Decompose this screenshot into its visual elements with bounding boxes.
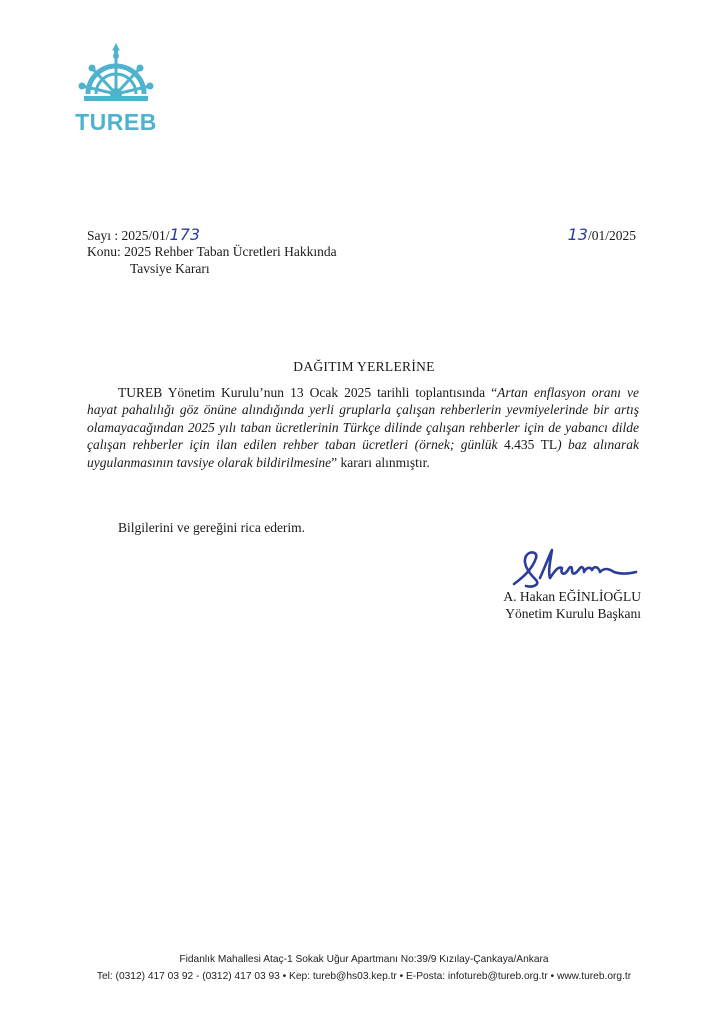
closing-line: Bilgilerini ve gereğini rica ederim. (118, 520, 306, 535)
body-part2: ” kararı alınmıştır. (331, 454, 430, 470)
date-handwritten: 13 (567, 225, 588, 244)
body-amount: 4.435 TL (504, 437, 558, 453)
signatory-title: Yönetim Kurulu Başkanı (505, 606, 641, 621)
sayi-prefix: : 2025/01/ (114, 228, 170, 243)
footer-address: Fidanlık Mahallesi Ataç-1 Sokak Uğur Apartmanı No:39/9 Kızılay-Çankaya/Ankara (179, 954, 549, 965)
sayi-handwritten: 173 (169, 225, 201, 244)
signatory-name: A. Hakan EĞİNLİOĞLU (503, 589, 641, 604)
sayi-label: Sayı (87, 228, 112, 243)
footer-contact: Tel: (0312) 417 03 92 - (0312) 417 03 93 • Kep: tureb@hs03.kep.tr • E-Posta: infotureb@tureb.org.tr • www.tureb.org.tr (96, 971, 632, 982)
body-part1: TUREB Yönetim Kurulu’nun 13 Ocak 2025 tarihli toplantısında “ (118, 385, 498, 400)
document-date (568, 226, 636, 244)
distribution-heading: DAĞITIM YERLERİNE (293, 359, 435, 374)
konu-text: 2025 Rehber Taban Ücretleri Hakkında (124, 244, 337, 259)
subject-line-2: Tavsiye Kararı (130, 261, 210, 276)
body-italic-2: ) baz alınarak uygulanmasının tavsiye olarak bildirilmesine (87, 437, 640, 470)
signature-mark (510, 544, 640, 592)
logo-wordmark: TUREB (75, 109, 157, 135)
ship-wheel-icon (74, 40, 158, 112)
subject-line (87, 243, 337, 260)
reference-number (87, 226, 200, 244)
body-paragraph (87, 384, 639, 471)
body-italic: Artan enflasyon oranı ve hayat pahalılığı göz önüne alındığında yerli gruplarla çalışan rehberlerin yevmiyelerinde bir artış olamayacağından 2025 yılı taban ücretlerinin Türkçe dilinde çalışan rehberler için de yabancı dilde çalışan rehberler için ilan edilen rehber taban ücretleri (örnek; günlük (87, 385, 639, 453)
konu-label: Konu: (87, 244, 121, 259)
tureb-logo (74, 40, 158, 135)
date-rest: /01/2025 (587, 228, 636, 243)
